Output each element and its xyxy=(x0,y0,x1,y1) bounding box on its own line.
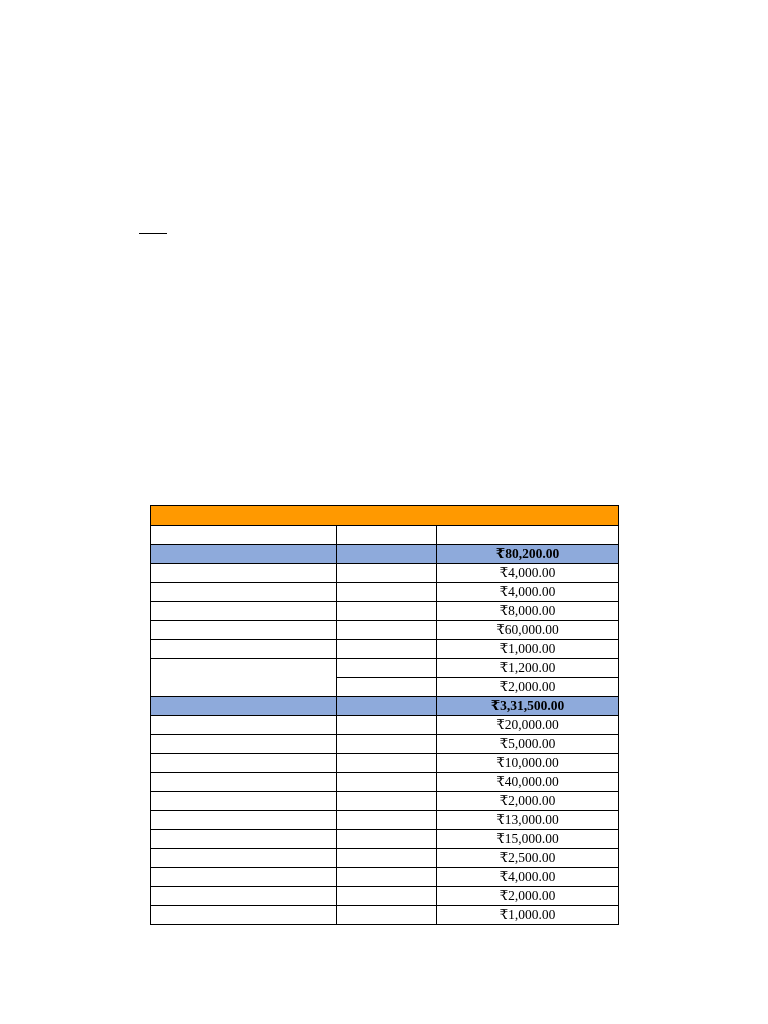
table-banner-row xyxy=(151,506,619,526)
item-mid-cell xyxy=(337,716,437,735)
item-mid-cell xyxy=(337,583,437,602)
item-amount-cell: ₹1,200.00 xyxy=(437,659,619,678)
section-amount-cell: ₹80,200.00 xyxy=(437,545,619,564)
item-amount-cell: ₹2,000.00 xyxy=(437,678,619,697)
item-amount-cell: ₹2,500.00 xyxy=(437,849,619,868)
item-label-cell xyxy=(151,621,337,640)
table-row xyxy=(151,887,619,906)
item-mid-cell xyxy=(337,735,437,754)
item-amount-cell: ₹4,000.00 xyxy=(437,583,619,602)
item-amount-cell: ₹60,000.00 xyxy=(437,621,619,640)
item-amount-cell: ₹20,000.00 xyxy=(437,716,619,735)
item-label-cell xyxy=(151,640,337,659)
item-amount-cell: ₹2,000.00 xyxy=(437,792,619,811)
table-row xyxy=(151,906,619,925)
table-row xyxy=(151,849,619,868)
section-total-row xyxy=(151,545,619,564)
table-header-row xyxy=(151,526,619,545)
item-label-cell xyxy=(151,811,337,830)
section-total-row xyxy=(151,697,619,716)
section-mid-cell xyxy=(337,545,437,564)
item-mid-cell xyxy=(337,849,437,868)
item-mid-cell xyxy=(337,640,437,659)
item-amount-cell: ₹4,000.00 xyxy=(437,868,619,887)
item-mid-cell xyxy=(337,906,437,925)
item-label-cell xyxy=(151,868,337,887)
section-amount-cell: ₹3,31,500.00 xyxy=(437,697,619,716)
item-mid-cell xyxy=(337,754,437,773)
item-mid-cell xyxy=(337,792,437,811)
item-label-cell xyxy=(151,735,337,754)
item-mid-cell xyxy=(337,621,437,640)
item-mid-cell xyxy=(337,887,437,906)
item-amount-cell: ₹40,000.00 xyxy=(437,773,619,792)
item-label-cell xyxy=(151,773,337,792)
item-label-cell xyxy=(151,564,337,583)
table-row xyxy=(151,621,619,640)
item-amount-cell: ₹13,000.00 xyxy=(437,811,619,830)
item-mid-cell xyxy=(337,811,437,830)
header-cell-amount xyxy=(437,526,619,545)
item-amount-cell: ₹2,000.00 xyxy=(437,887,619,906)
item-mid-cell xyxy=(337,678,437,697)
header-cell-quantity xyxy=(337,526,437,545)
item-amount-cell: ₹4,000.00 xyxy=(437,564,619,583)
item-label-cell xyxy=(151,602,337,621)
item-label-cell xyxy=(151,754,337,773)
item-amount-cell: ₹15,000.00 xyxy=(437,830,619,849)
item-amount-cell: ₹8,000.00 xyxy=(437,602,619,621)
item-mid-cell xyxy=(337,773,437,792)
section-label-cell xyxy=(151,545,337,564)
table-row xyxy=(151,716,619,735)
table-row xyxy=(151,830,619,849)
table-row xyxy=(151,583,619,602)
item-label-cell xyxy=(151,792,337,811)
item-label-cell xyxy=(151,906,337,925)
table-row xyxy=(151,659,619,678)
item-mid-cell xyxy=(337,830,437,849)
table-row xyxy=(151,602,619,621)
table-row xyxy=(151,811,619,830)
short-underline-rule xyxy=(139,233,167,234)
budget-table xyxy=(150,505,619,925)
section-label-cell xyxy=(151,697,337,716)
table-row xyxy=(151,735,619,754)
table-row xyxy=(151,640,619,659)
table-row xyxy=(151,564,619,583)
item-mid-cell xyxy=(337,602,437,621)
item-label-cell xyxy=(151,716,337,735)
item-amount-cell: ₹1,000.00 xyxy=(437,640,619,659)
item-amount-cell: ₹1,000.00 xyxy=(437,906,619,925)
item-mid-cell xyxy=(337,659,437,678)
item-label-cell xyxy=(151,887,337,906)
item-label-cell xyxy=(151,849,337,868)
table-row xyxy=(151,868,619,887)
table-row xyxy=(151,773,619,792)
item-mid-cell xyxy=(337,564,437,583)
item-label-cell xyxy=(151,830,337,849)
item-amount-cell: ₹10,000.00 xyxy=(437,754,619,773)
item-amount-cell: ₹5,000.00 xyxy=(437,735,619,754)
item-label-cell xyxy=(151,583,337,602)
header-cell-item xyxy=(151,526,337,545)
item-mid-cell xyxy=(337,868,437,887)
merged-label-cell xyxy=(151,659,337,697)
table-row xyxy=(151,754,619,773)
section-mid-cell xyxy=(337,697,437,716)
table-row xyxy=(151,792,619,811)
banner-cell xyxy=(151,506,619,526)
